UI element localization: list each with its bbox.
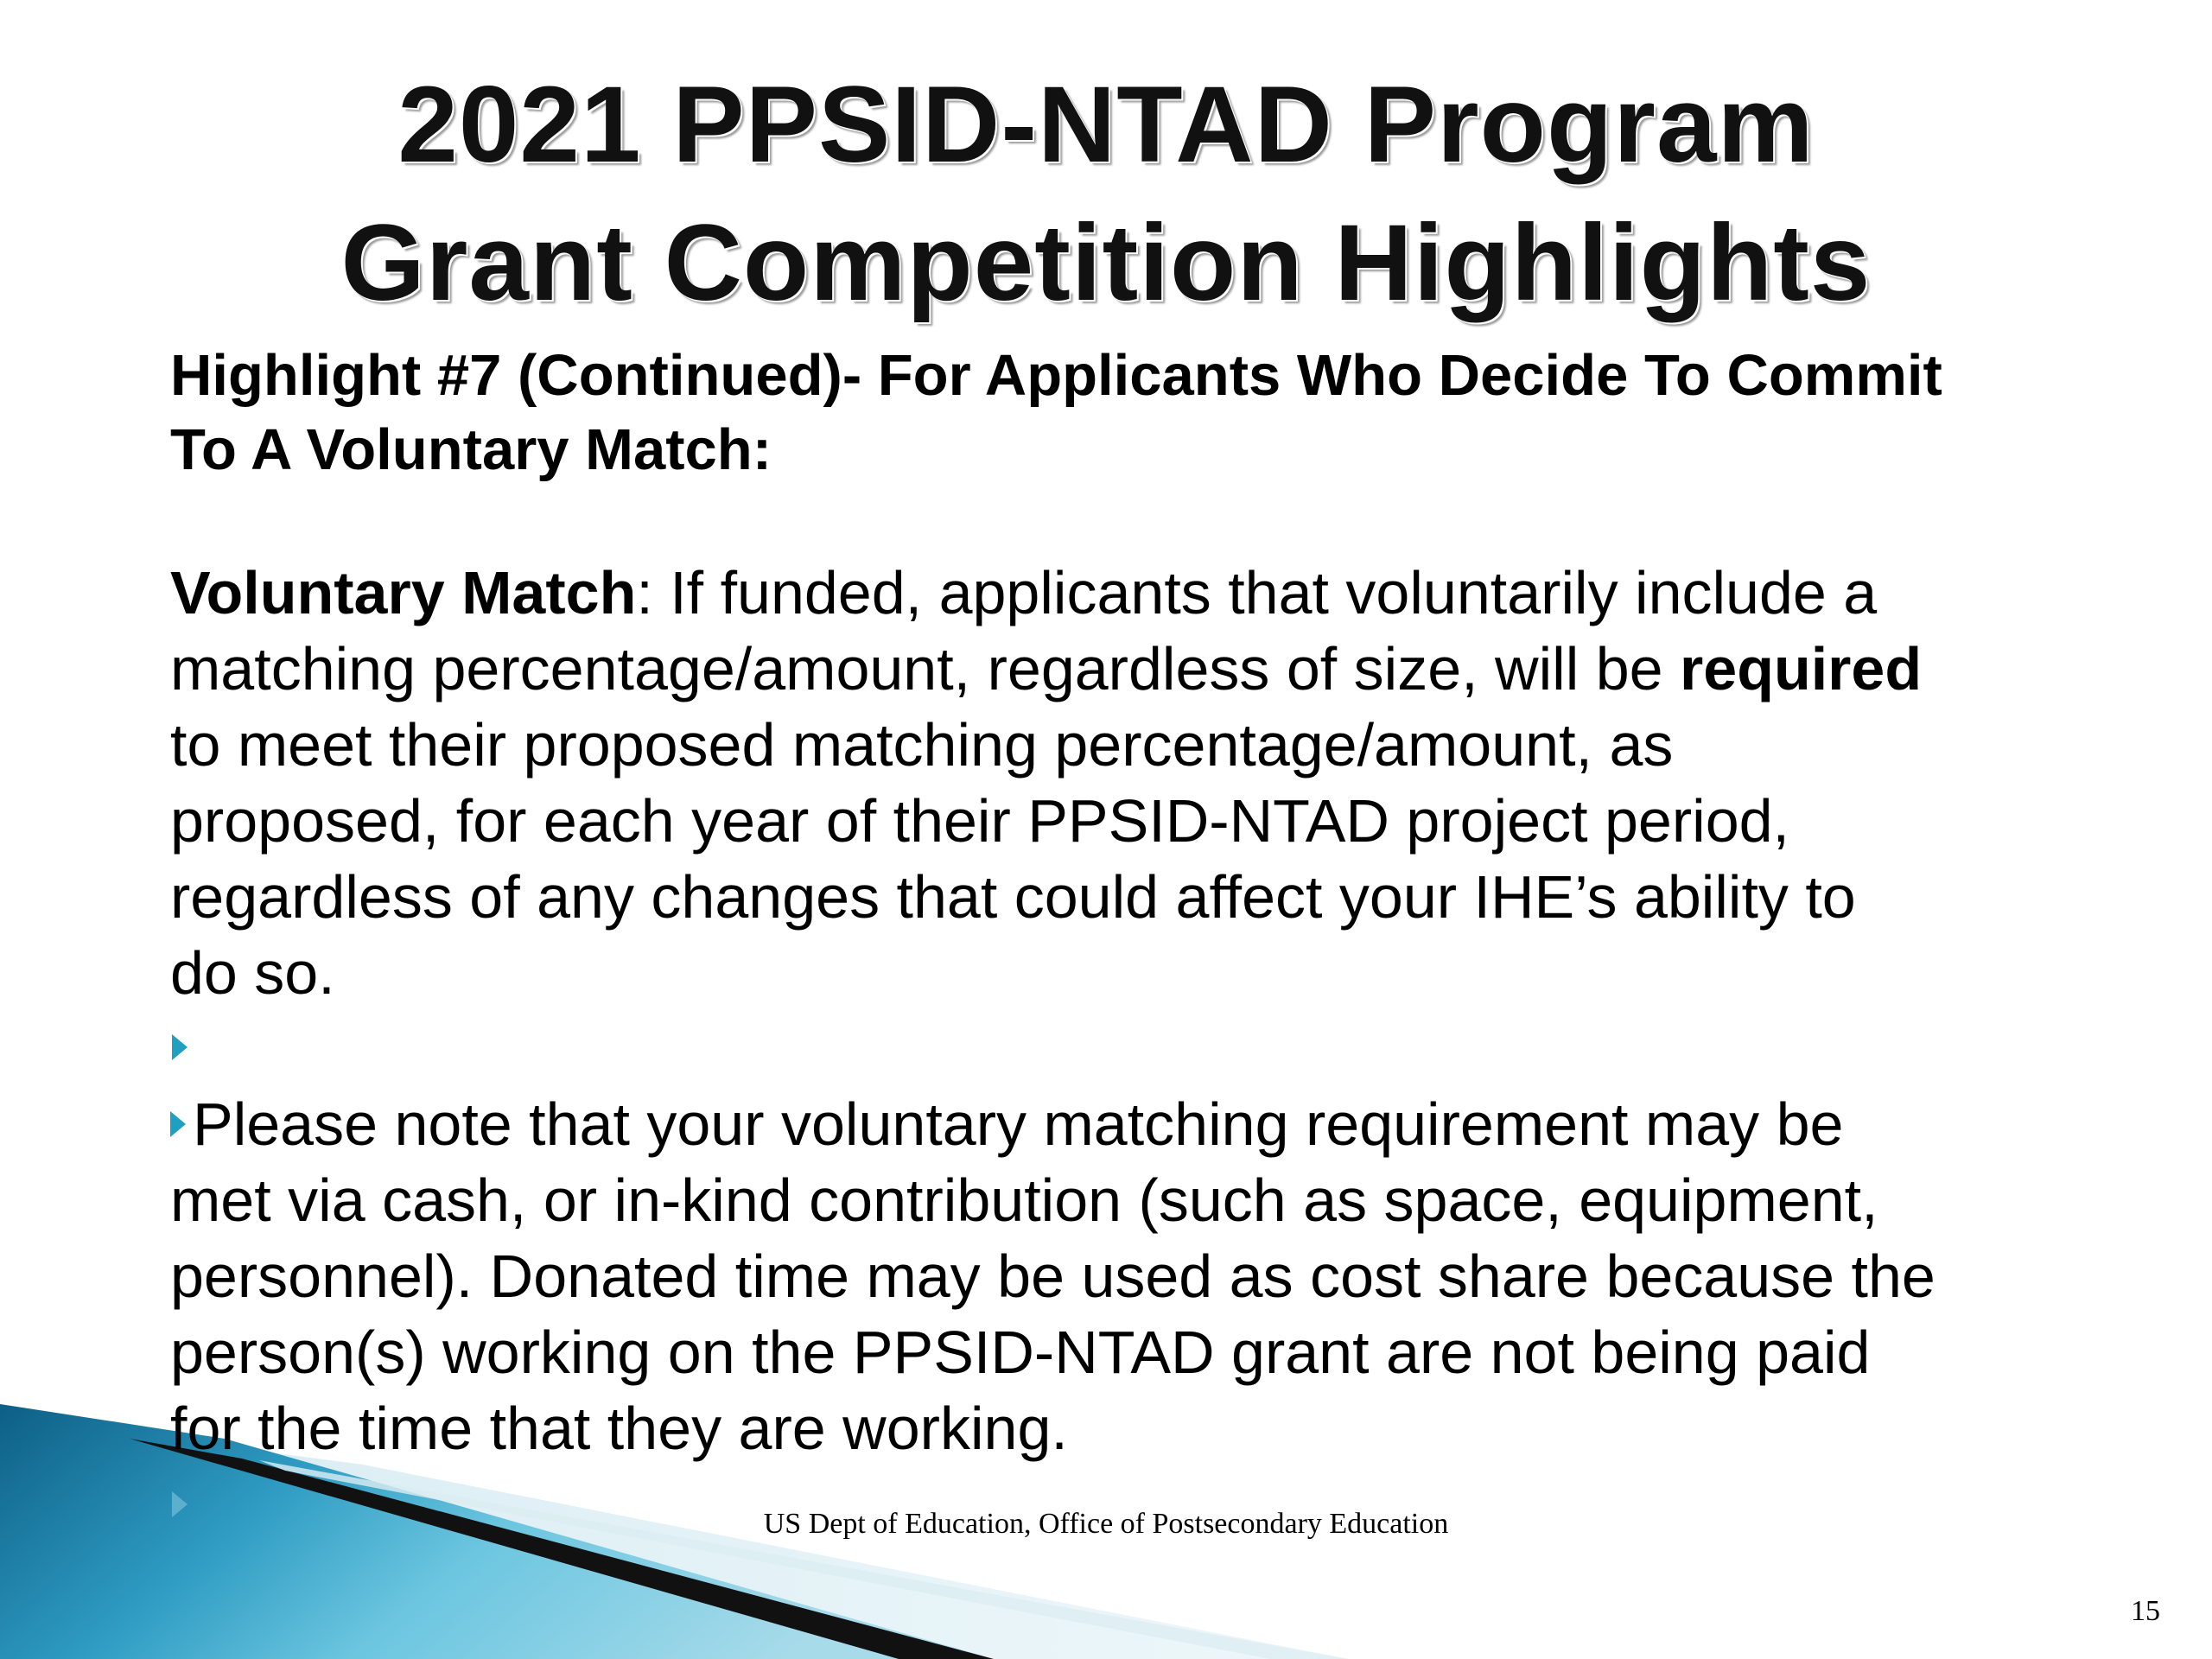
note-line-2: met via cash, or in-kind contribution (such as space, equipment, (170, 1166, 1878, 1234)
triangle-bullet-icon (172, 1034, 188, 1060)
footer-text: US Dept of Education, Office of Postsecondary Education (763, 1508, 1449, 1540)
voluntary-match-term: Voluntary Match (170, 559, 637, 626)
matching-note-paragraph (170, 1086, 2123, 1466)
voluntary-match-line-2 (170, 631, 2123, 707)
note-line-1-text: Please note that your voluntary matching requirement may be (193, 1090, 1844, 1158)
note-line-1 (170, 1086, 2123, 1162)
highlight-heading-line-2: To A Voluntary Match: (170, 417, 772, 482)
highlight-heading-line-1: Highlight #7 (Continued)- For Applicants Who Decide To Commit (170, 343, 1942, 408)
voluntary-match-paragraph (170, 555, 2123, 1011)
required-emphasis: required (1680, 635, 1923, 702)
slide-title-line-1: 2021 PPSID-NTAD Program (397, 65, 1815, 185)
voluntary-match-line-2-text: matching percentage/amount, regardless of size, will be (170, 635, 1681, 702)
voluntary-match-line-3: to meet their proposed matching percentage/amount, as (170, 711, 1674, 779)
voluntary-match-line-1-text: : If funded, applicants that voluntarily include a (636, 559, 1878, 626)
triangle-bullet-icon (170, 1111, 186, 1137)
voluntary-match-line-5: regardless of any changes that could affect your IHE’s ability to (170, 863, 1856, 931)
note-line-4: person(s) working on the PPSID-NTAD grant are not being paid (170, 1319, 1871, 1386)
slide-title-line-2: Grant Competition Highlights (340, 203, 1872, 323)
voluntary-match-line-4: proposed, for each year of their PPSID-NTAD project period, (170, 787, 1790, 855)
note-line-3: personnel). Donated time may be used as cost share because the (170, 1243, 1936, 1310)
slide-number: 15 (2131, 1595, 2160, 1627)
voluntary-match-line-6: do so. (170, 939, 335, 1007)
highlight-heading (170, 339, 2123, 487)
note-line-5: for the time that they are working. (170, 1395, 1068, 1462)
voluntary-match-line-1 (170, 555, 2123, 631)
